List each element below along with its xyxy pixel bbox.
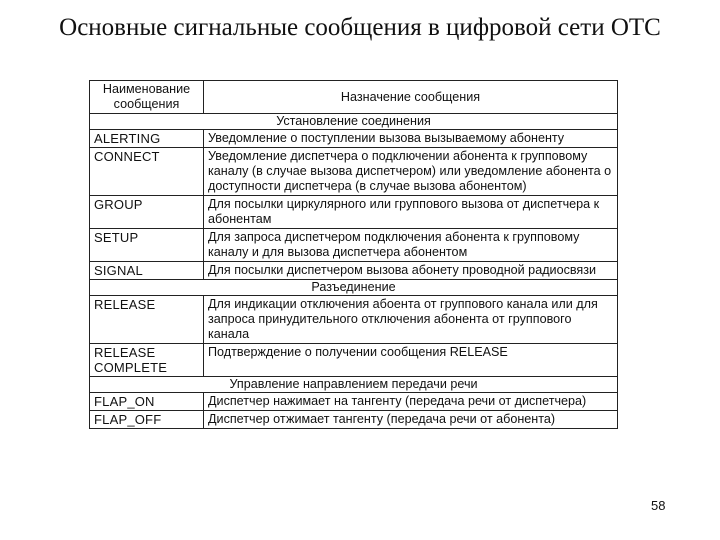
table-header-row	[90, 81, 618, 114]
table-row	[90, 229, 618, 262]
header-purpose: Назначение сообщения	[204, 81, 618, 114]
signal-messages-table	[89, 80, 618, 429]
message-name: FLAP_ON	[90, 393, 204, 411]
message-name: SIGNAL	[90, 262, 204, 280]
table-row	[90, 262, 618, 280]
message-purpose: Для посылки циркулярного или группового вызова от диспетчера к абонентам	[204, 196, 618, 229]
message-purpose: Диспетчер нажимает на тангенту (передача речи от диспетчера)	[204, 393, 618, 411]
table-row	[90, 296, 618, 344]
message-purpose: Для запроса диспетчером подключения абонента к групповому каналу и для вызова диспетчера абонентом	[204, 229, 618, 262]
section-heading: Управление направлением передачи речи	[90, 377, 618, 393]
section-heading-row	[90, 114, 618, 130]
section-heading-row	[90, 280, 618, 296]
header-name: Наименование сообщения	[90, 81, 204, 114]
message-name: RELEASE	[90, 296, 204, 344]
slide-title: Основные сигнальные сообщения в цифровой сети ОТС	[59, 14, 661, 41]
message-name: ALERTING	[90, 130, 204, 148]
message-name: FLAP_OFF	[90, 411, 204, 429]
message-purpose: Диспетчер отжимает тангенту (передача речи от абонента)	[204, 411, 618, 429]
table-row	[90, 411, 618, 429]
message-name: GROUP	[90, 196, 204, 229]
table-row	[90, 130, 618, 148]
table-row	[90, 196, 618, 229]
table-row	[90, 148, 618, 196]
page-number: 58	[651, 498, 666, 513]
message-purpose: Уведомление диспетчера о подключении абонента к групповому каналу (в случае вызова диспетчером) или уведомление абонента о доступности диспетчера (в случае вызова абонентом)	[204, 148, 618, 196]
message-purpose: Уведомление о поступлении вызова вызываемому абоненту	[204, 130, 618, 148]
section-heading-row	[90, 377, 618, 393]
message-purpose: Для индикации отключения абоента от группового канала или для запроса принудительного отключения абонента от группового канала	[204, 296, 618, 344]
section-heading: Разъединение	[90, 280, 618, 296]
message-name: SETUP	[90, 229, 204, 262]
message-name: CONNECT	[90, 148, 204, 196]
message-purpose: Для посылки диспетчером вызова абонету проводной радиосвязи	[204, 262, 618, 280]
message-name: RELEASE COMPLETE	[90, 344, 204, 377]
table-row	[90, 344, 618, 377]
message-purpose: Подтверждение о получении сообщения RELEASE	[204, 344, 618, 377]
section-heading: Установление соединения	[90, 114, 618, 130]
table-row	[90, 393, 618, 411]
